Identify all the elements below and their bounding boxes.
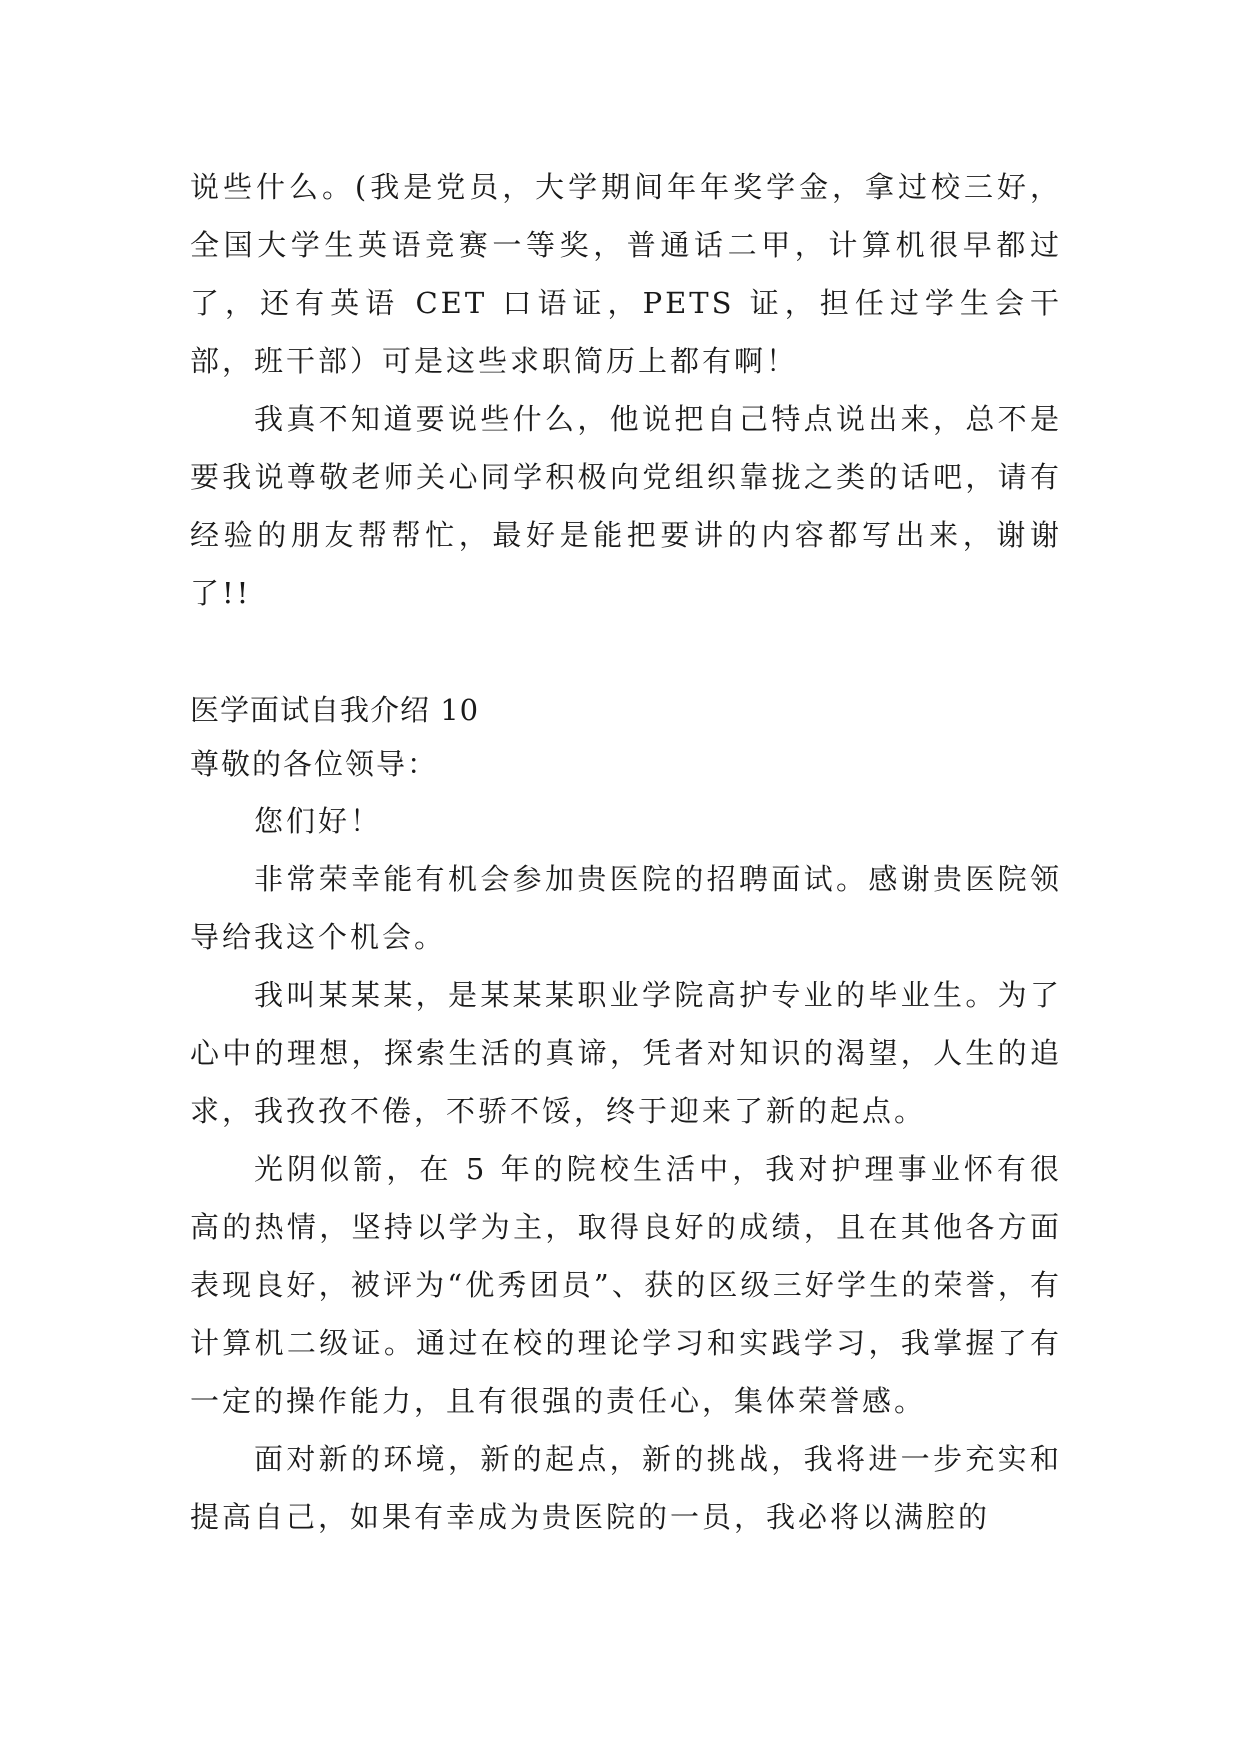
paragraph-question: 我真不知道要说些什么，他说把自己特点说出来，总不是要我说尊敬老师关心同学积极向党组织靠拢之类的话吧，请有经验的朋友帮帮忙，最好是能把要讲的内容都写出来，谢谢了!! (190, 402, 1062, 610)
paragraph-thanks: 非常荣幸能有机会参加贵医院的招聘面试。感谢贵医院领导给我这个机会。 (190, 862, 1062, 954)
salutation: 尊敬的各位领导： (190, 747, 439, 781)
paragraph-introduction: 我叫某某某，是某某某职业学院高护专业的毕业生。为了心中的理想，探索生活的真谛，凭者对知识的渴望，人生的追求，我孜孜不倦，不骄不馁，终于迎来了新的起点。 (190, 978, 1062, 1128)
section-spacer (190, 622, 1062, 684)
section-title: 医学面试自我介绍 10 (190, 693, 480, 727)
greeting: 您们好！ (254, 804, 383, 838)
document-body (190, 158, 1062, 1546)
paragraph-outlook: 面对新的环境，新的起点，新的挑战，我将进一步充实和提高自己，如果有幸成为贵医院的一员，我必将以满腔的 (190, 1442, 1062, 1534)
paragraph-continuation: 说些什么。(我是党员，大学期间年年奖学金，拿过校三好，全国大学生英语竞赛一等奖，普通话二甲，计算机很早都过了，还有英语 CET 口语证，PETS 证，担任过学生会干部，班干部）可是这些求职简历上都有啊！ (190, 170, 1062, 378)
paragraph-achievements: 光阴似箭，在 5 年的院校生活中，我对护理事业怀有很高的热情，坚持以学为主，取得良好的成绩，且在其他各方面表现良好，被评为“优秀团员”、获的区级三好学生的荣誉，有计算机二级证。通过在校的理论学习和实践学习，我掌握了有一定的操作能力，且有很强的责任心，集体荣誉感。 (190, 1152, 1062, 1418)
